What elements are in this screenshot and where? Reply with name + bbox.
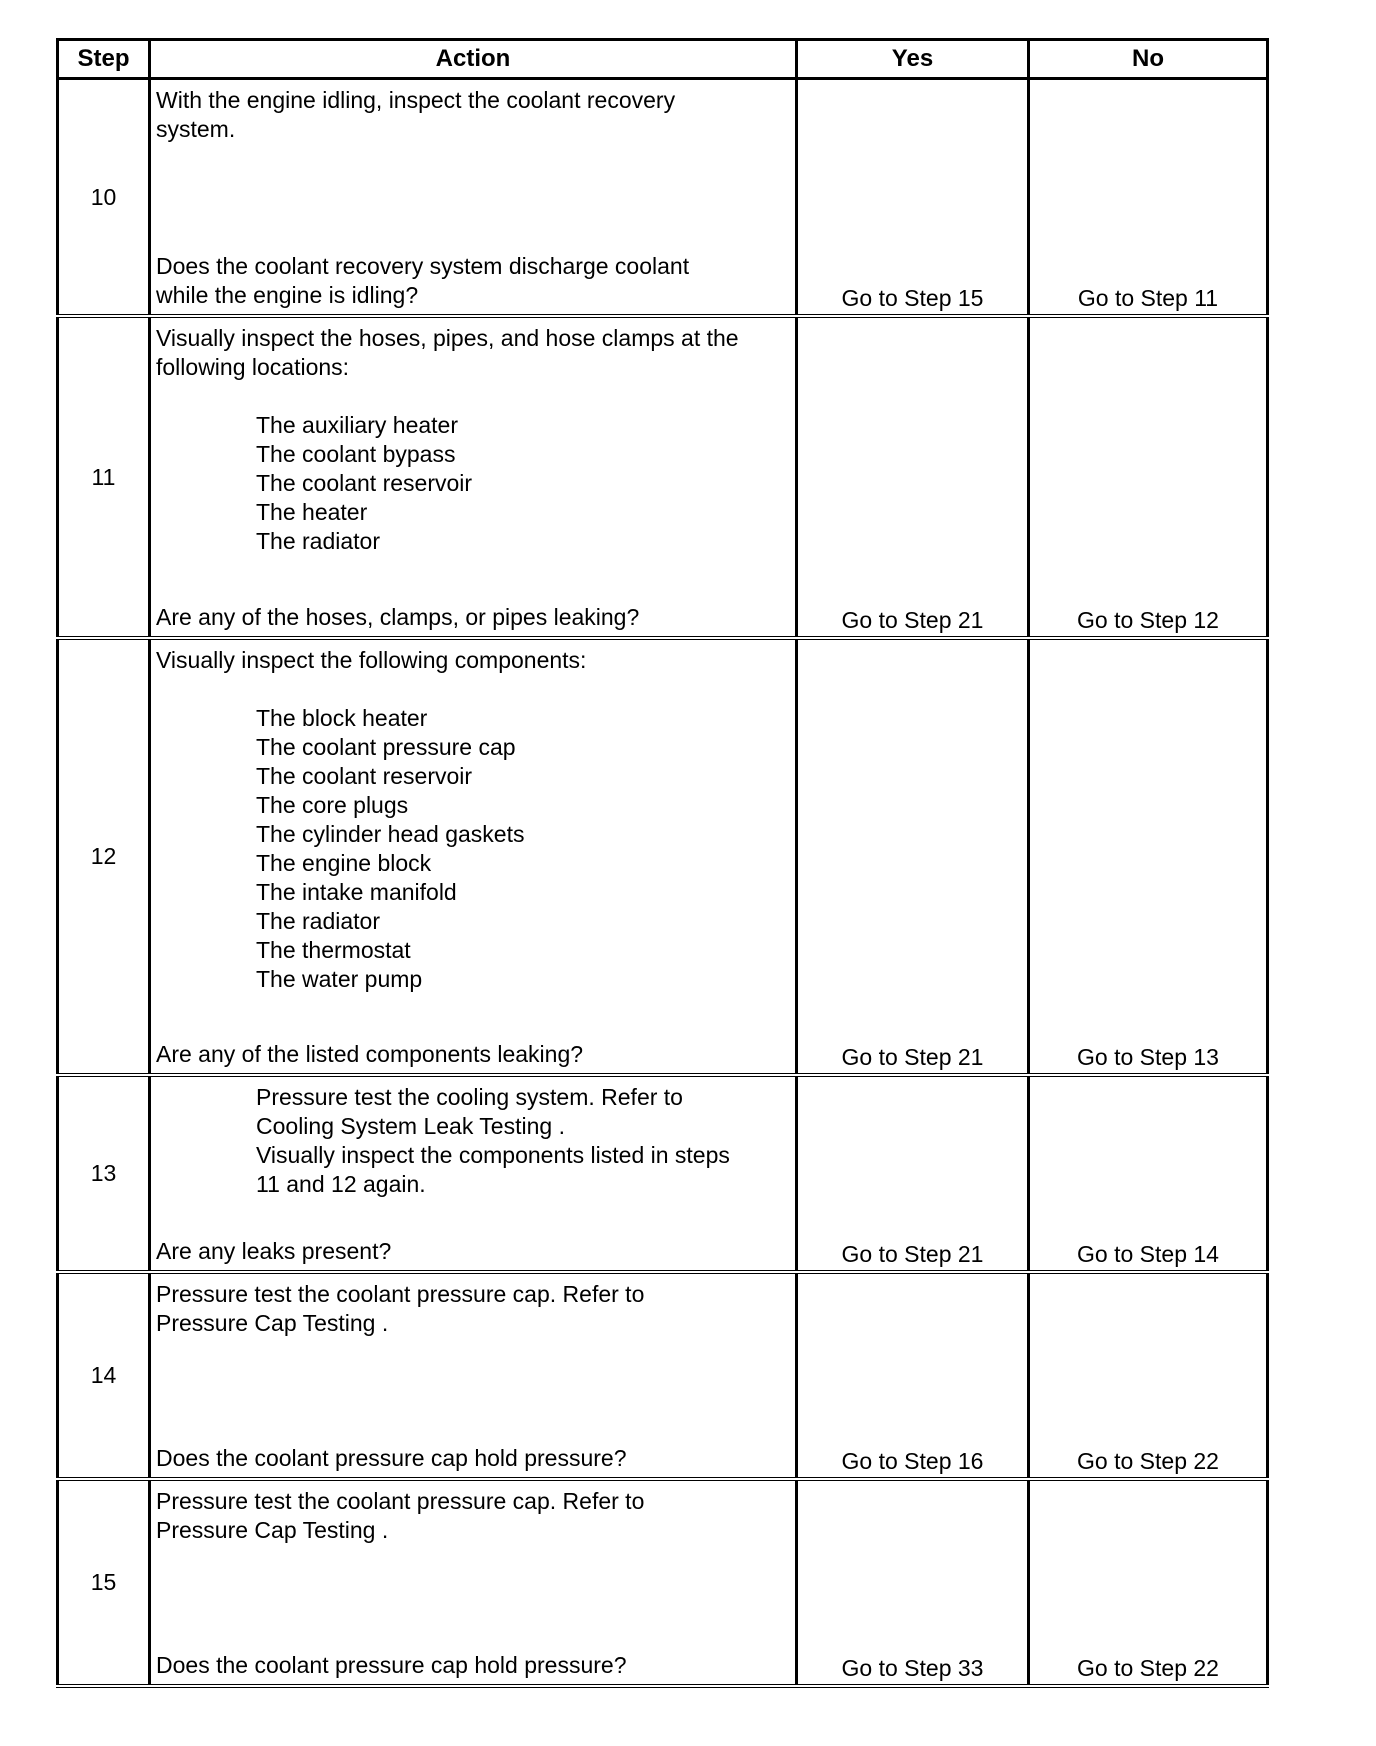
- header-action: Action: [150, 40, 797, 79]
- component-list: [156, 704, 789, 994]
- yes-cell: Go to Step 21: [797, 1075, 1029, 1272]
- yes-cell: Go to Step 33: [797, 1479, 1029, 1686]
- no-cell: Go to Step 22: [1029, 1272, 1268, 1479]
- list-item: The heater: [256, 499, 368, 525]
- text-line: 11 and 12 again.: [256, 1171, 426, 1197]
- header-step: Step: [58, 40, 150, 79]
- text-line: Visually inspect the following components:: [156, 647, 587, 673]
- action-intro: [156, 324, 789, 382]
- list-item: The block heater: [256, 705, 428, 731]
- text-line: following locations:: [156, 354, 350, 380]
- diagnostic-table: [56, 38, 1269, 1688]
- no-cell: Go to Step 22: [1029, 1479, 1268, 1686]
- action-intro: [156, 1487, 789, 1545]
- location-list: [156, 411, 789, 556]
- action-cell: [150, 1479, 797, 1686]
- text-line: Does the coolant pressure cap hold pressure?: [156, 1652, 627, 1678]
- step-number: 11: [58, 316, 150, 638]
- text-line: Does the coolant pressure cap hold pressure?: [156, 1445, 627, 1471]
- header-no: No: [1029, 40, 1268, 79]
- list-item: The radiator: [256, 528, 381, 554]
- action-intro: [156, 646, 789, 675]
- text-line: Are any leaks present?: [156, 1238, 392, 1264]
- action-steps: [156, 1083, 789, 1199]
- list-item: The radiator: [256, 908, 381, 934]
- step-number: 13: [58, 1075, 150, 1272]
- yes-cell: Go to Step 15: [797, 79, 1029, 317]
- text-line: With the engine idling, inspect the coolant recovery: [156, 87, 676, 113]
- action-question: [156, 252, 789, 310]
- yes-cell: Go to Step 16: [797, 1272, 1029, 1479]
- action-intro: [156, 86, 789, 144]
- action-cell: [150, 638, 797, 1075]
- list-item: The core plugs: [256, 792, 409, 818]
- table-row: [58, 316, 1268, 638]
- table-row: [58, 79, 1268, 317]
- yes-cell: Go to Step 21: [797, 638, 1029, 1075]
- step-number: 15: [58, 1479, 150, 1686]
- text-line: system.: [156, 116, 236, 142]
- text-line: Visually inspect the hoses, pipes, and hose clamps at the: [156, 325, 739, 351]
- diagnostic-table-page: [56, 38, 1266, 1688]
- text-line: Does the coolant recovery system discharge coolant: [156, 253, 690, 279]
- yes-cell: Go to Step 21: [797, 316, 1029, 638]
- table-row: [58, 1479, 1268, 1686]
- list-item: The coolant pressure cap: [256, 734, 516, 760]
- text-line: Are any of the listed components leaking?: [156, 1041, 584, 1067]
- step-number: 14: [58, 1272, 150, 1479]
- action-question: [156, 1237, 789, 1266]
- text-line: Pressure test the coolant pressure cap. Refer to: [156, 1281, 645, 1307]
- list-item: The thermostat: [256, 937, 411, 963]
- action-cell: [150, 316, 797, 638]
- action-question: [156, 1040, 789, 1069]
- no-cell: Go to Step 13: [1029, 638, 1268, 1075]
- text-line: while the engine is idling?: [156, 282, 419, 308]
- list-item: The cylinder head gaskets: [256, 821, 525, 847]
- header-yes: Yes: [797, 40, 1029, 79]
- text-line: Pressure Cap Testing .: [156, 1517, 389, 1543]
- table-row: [58, 638, 1268, 1075]
- list-item: The coolant reservoir: [256, 763, 473, 789]
- list-item: The auxiliary heater: [256, 412, 458, 438]
- text-line: Are any of the hoses, clamps, or pipes leaking?: [156, 604, 640, 630]
- action-cell: [150, 1075, 797, 1272]
- action-question: [156, 603, 789, 632]
- table-row: [58, 1075, 1268, 1272]
- table-row: [58, 1272, 1268, 1479]
- list-item: The coolant bypass: [256, 441, 456, 467]
- step-number: 10: [58, 79, 150, 317]
- header-row: [58, 40, 1268, 79]
- action-cell: [150, 79, 797, 317]
- action-intro: [156, 1280, 789, 1338]
- action-cell: [150, 1272, 797, 1479]
- action-question: [156, 1651, 789, 1680]
- action-question: [156, 1444, 789, 1473]
- no-cell: Go to Step 11: [1029, 79, 1268, 317]
- text-line: Pressure Cap Testing .: [156, 1310, 389, 1336]
- list-item: The engine block: [256, 850, 432, 876]
- text-line: Pressure test the cooling system. Refer to: [256, 1084, 683, 1110]
- list-item: The water pump: [256, 966, 423, 992]
- no-cell: Go to Step 12: [1029, 316, 1268, 638]
- text-line: Visually inspect the components listed in steps: [256, 1142, 730, 1168]
- text-line: Pressure test the coolant pressure cap. Refer to: [156, 1488, 645, 1514]
- list-item: The intake manifold: [256, 879, 457, 905]
- step-number: 12: [58, 638, 150, 1075]
- text-line: Cooling System Leak Testing .: [256, 1113, 565, 1139]
- no-cell: Go to Step 14: [1029, 1075, 1268, 1272]
- list-item: The coolant reservoir: [256, 470, 473, 496]
